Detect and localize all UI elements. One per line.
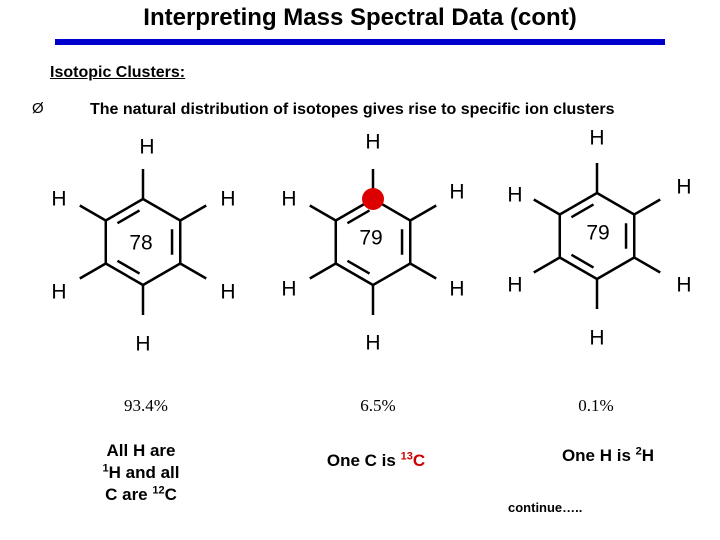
c-h-bond (534, 258, 560, 273)
hydrogen-label: H (281, 277, 297, 301)
hydrogen-label: H (589, 326, 605, 350)
abundance-78: 93.4% (124, 396, 168, 415)
mass-number: 79 (359, 226, 383, 250)
c-h-bond (310, 206, 336, 221)
c-h-bond (180, 206, 206, 221)
c-h-bond (180, 264, 206, 279)
bullet-arrow-icon: Ø (32, 100, 44, 117)
continue-label: continue….. (508, 500, 583, 515)
hydrogen-label: H (281, 187, 297, 211)
c-h-bond (534, 200, 560, 215)
description-78 (76, 440, 206, 506)
hydrogen-label: H (449, 180, 465, 204)
hydrogen-label: H (676, 175, 692, 199)
c-h-bond (310, 264, 336, 279)
hydrogen-label: H (449, 277, 465, 301)
hydrogen-label: H (220, 280, 236, 304)
hydrogen-label: H (507, 183, 523, 207)
mass-number: 79 (586, 221, 610, 245)
c-h-bond (410, 206, 436, 221)
abundance-79-13c: 6.5% (360, 396, 396, 415)
bullet-text: The natural distribution of isotopes gives rise to specific ion clusters (90, 101, 615, 118)
abundance-79-2h: 0.1% (578, 396, 614, 415)
c-h-bond (80, 206, 106, 221)
hydrogen-label: H (365, 331, 381, 355)
hydrogen-label: H (135, 332, 151, 356)
hydrogen-label: H (676, 273, 692, 297)
carbon13-marker-icon (362, 188, 384, 210)
desc-line: $^1$H and all (102, 462, 180, 482)
description-79-2h: One H is $^2$H (561, 445, 655, 465)
c-h-bond (634, 200, 660, 215)
hydrogen-label: H (51, 280, 67, 304)
mass-number: 78 (129, 231, 153, 255)
desc-line: All H are (106, 441, 176, 460)
hydrogen-label: H (51, 187, 67, 211)
hydrogen-label: H (507, 273, 523, 297)
c-h-bond (80, 264, 106, 279)
slide-title: Interpreting Mass Spectral Data (cont) (143, 4, 577, 31)
c-h-bond (410, 264, 436, 279)
c-h-bond (634, 258, 660, 273)
hydrogen-label: H (589, 126, 605, 150)
desc-line: C are $^{12}$C (105, 484, 177, 504)
hydrogen-label: H (365, 130, 381, 154)
hydrogen-label: H (139, 135, 155, 159)
description-79-13c: One C is $^{13}$C (326, 450, 426, 470)
section-heading: Isotopic Clusters: (50, 64, 186, 81)
hydrogen-label: H (220, 187, 236, 211)
